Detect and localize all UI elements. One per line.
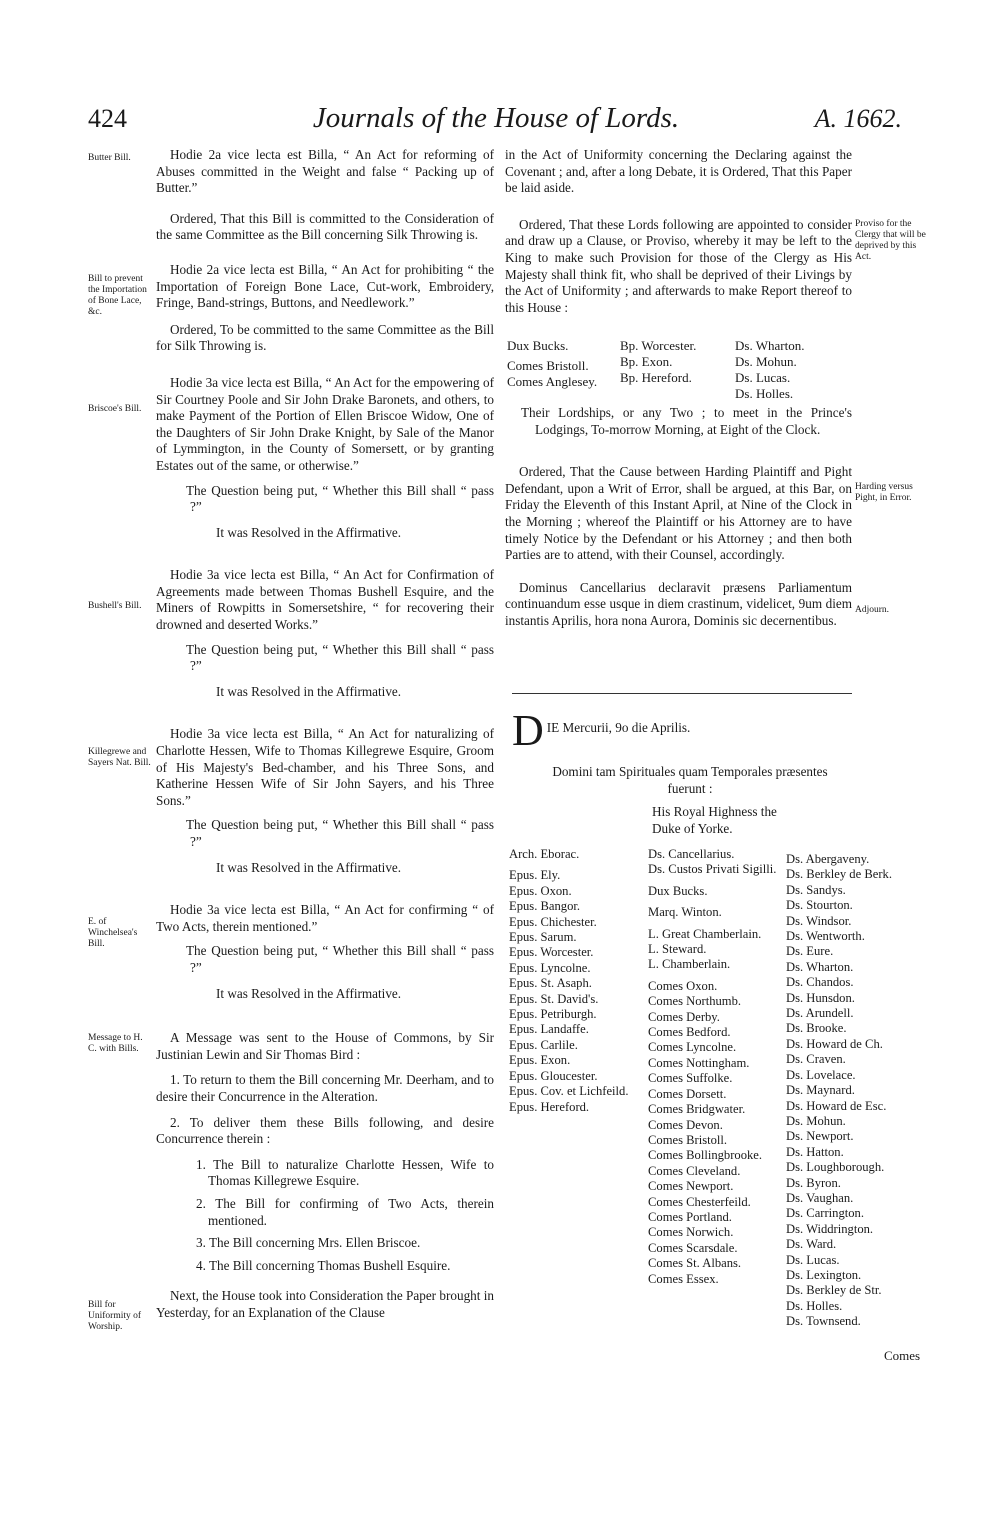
attendee: Epus. Bangor.	[509, 899, 581, 914]
list-item: Ds. Holles.	[735, 386, 794, 401]
spiritual-lords-list	[509, 847, 629, 1115]
attendee: L. Steward.	[648, 942, 707, 957]
list-item: 1. The Bill to naturalize Charlotte Hessen, Wife to Thomas Killegrewe Esquire.	[196, 1156, 494, 1189]
attendee: Ds. Stourton.	[786, 898, 853, 913]
resolution: It was Resolved in the Affirmative.	[216, 859, 402, 875]
attendee: Arch. Eborac.	[509, 847, 580, 861]
question: The Question being put, “ Whether this Bill shall “ pass ?”	[186, 817, 494, 849]
paragraph: Hodie 2a vice lecta est Billa, “ An Act for reforming of Abuses committed in the Weight and false “ Packing up of Butter.”	[156, 147, 494, 196]
attendee: Ds. Vaughan.	[786, 1190, 854, 1205]
paragraph: Hodie 2a vice lecta est Billa, “ An Act for prohibiting “ the Importation of Foreign Bone Lace, Cut-work, Embroidery, Fringe, Band-strings, Buttons, and Needlework.”	[156, 261, 494, 311]
attendee: Ds. Lucas.	[786, 1252, 840, 1267]
committee-col-3	[735, 338, 804, 402]
margin-note: Killegrewe and Sayers Nat. Bill.	[88, 747, 151, 768]
attendee: Epus. Landaffe.	[509, 1022, 589, 1037]
paragraph: 1. To return to them the Bill concerning Mr. Deerham, and to desire their Concurrence in the Alteration.	[156, 1072, 494, 1104]
day-heading-text: IE Mercurii, 9o die Aprilis.	[546, 720, 691, 735]
attendee: L. Chamberlain.	[648, 957, 731, 972]
committee-col-1	[507, 338, 597, 390]
attendee: Ds. Newport.	[786, 1129, 854, 1144]
right-column-lower	[505, 405, 852, 639]
attendee: Ds. Eure.	[786, 944, 834, 959]
attendee: Dux Bucks.	[648, 883, 708, 898]
attendee: Comes Dorsett.	[648, 1086, 727, 1101]
attendee: Ds. Arundell.	[786, 1006, 854, 1021]
list-item: Bp. Hereford.	[620, 370, 692, 385]
margin-note: Adjourn.	[855, 605, 890, 615]
attendee: Comes Derby.	[648, 1009, 720, 1024]
attendee: Comes Newport.	[648, 1179, 734, 1194]
attendee: Comes Essex.	[648, 1271, 719, 1286]
attendee: Epus. Carlile.	[509, 1037, 578, 1052]
attendee: Ds. Widdrington.	[786, 1221, 874, 1236]
attendee: Epus. Lyncolne.	[509, 960, 591, 975]
question: The Question being put, “ Whether this Bill shall “ pass ?”	[186, 482, 494, 515]
list-item: 3. The Bill concerning Mrs. Ellen Briscoe.	[196, 1235, 421, 1251]
attendee: Epus. Hereford.	[509, 1099, 590, 1114]
page-year: A. 1662.	[814, 104, 902, 133]
attendee: Ds. Berkley de Str.	[786, 1283, 882, 1298]
attendee: Epus. Ely.	[509, 868, 561, 883]
list-item: Bp. Exon.	[620, 354, 673, 369]
attendee: Ds. Craven.	[786, 1052, 846, 1067]
paragraph: Ordered, That this Bill is committed to the Consideration of the same Committee as the Bill concerning Silk Throwing is.	[156, 210, 494, 243]
attendee: Epus. Worcester.	[509, 945, 594, 960]
attendee: Epus. Sarum.	[509, 930, 577, 945]
attendee: Comes Bollingbrooke.	[648, 1148, 763, 1163]
attendee: Ds. Loughborough.	[786, 1160, 885, 1175]
margin-note: Proviso for the Clergy that will be deprived by this Act.	[855, 219, 926, 262]
drop-cap: D	[512, 706, 544, 755]
paragraph: Their Lordships, or any Two ; to meet in the Prince's Lodgings, To-morrow Morning, at Eight of the Clock.	[521, 405, 852, 437]
attendee: Comes Oxon.	[648, 978, 718, 993]
list-item: Bp. Worcester.	[620, 338, 697, 353]
list-item: Ds. Mohun.	[735, 354, 797, 369]
present-heading: Domini tam Spirituales quam Temporales præsentes fuerunt :	[552, 764, 828, 796]
attendee: Ds. Sandys.	[786, 882, 846, 897]
attendee: Comes Chesterfeild.	[648, 1194, 751, 1209]
attendee: Comes Portland.	[648, 1209, 732, 1224]
attendee: Comes Scarsdale.	[648, 1240, 738, 1255]
attendee: Comes Suffolke.	[648, 1071, 733, 1086]
paragraph: Ordered, That these Lords following are appointed to consider and draw up a Clause, or Proviso, whereby it may be left to the King to make such Provision for those of the Clergy as His Majesty shall think fit, who shall be deprived of their Livings by the Act of Uniformity ; and afterwards to make Report thereof to this House :	[505, 216, 852, 315]
list-item: Dux Bucks.	[507, 338, 569, 353]
paragraph: Next, the House took into Consideration the Paper brought in Yesterday, for an Explanation of the Clause	[156, 1288, 494, 1320]
attendee: Marq. Winton.	[648, 905, 722, 920]
question: The Question being put, “ Whether this Bill shall “ pass ?”	[186, 943, 494, 975]
paragraph: Ordered, To be committed to the same Committee as the Bill for Silk Throwing is.	[156, 321, 494, 354]
attendee: Ds. Byron.	[786, 1175, 841, 1190]
attendee: Comes Norwich.	[648, 1225, 734, 1240]
attendee: Epus. Cov. et Lichfeild.	[509, 1084, 629, 1099]
page-title: Journals of the House of Lords.	[312, 102, 680, 134]
list-item: Comes Bristoll.	[507, 358, 589, 373]
attendee: Ds. Townsend.	[786, 1314, 861, 1329]
divider	[512, 693, 852, 694]
attendee: Ds. Abergaveny.	[786, 852, 870, 866]
margin-note: Harding versus Pight, in Error.	[855, 482, 913, 503]
left-column	[156, 147, 494, 1330]
catchword: Comes	[884, 1348, 921, 1363]
paragraph: Hodie 3a vice lecta est Billa, “ An Act for confirming “ of Two Acts, therein mentioned.”	[156, 902, 494, 934]
resolution: It was Resolved in the Affirmative.	[216, 985, 402, 1001]
attendee: Ds. Berkley de Berk.	[786, 867, 892, 882]
attendee: Comes Nottingham.	[648, 1055, 750, 1070]
list-item: 2. The Bill for confirming of Two Acts, therein mentioned.	[196, 1195, 494, 1228]
attendee: Comes Devon.	[648, 1117, 723, 1132]
attendee: Ds. Mohun.	[786, 1113, 846, 1128]
margin-note: E. of Winchelsea's Bill.	[88, 917, 138, 949]
attendee: Epus. Oxon.	[509, 883, 572, 898]
list-item: Ds. Wharton.	[735, 338, 805, 353]
attendee: Ds. Brooke.	[786, 1021, 847, 1036]
attendee: Epus. Chichester.	[509, 914, 597, 929]
attendee: Comes Lyncolne.	[648, 1040, 737, 1055]
attendee: Comes Bristoll.	[648, 1132, 728, 1147]
royal-highness: His Royal Highness the Duke of Yorke.	[652, 804, 777, 836]
attendee: Ds. Hatton.	[786, 1144, 844, 1159]
attendee: Ds. Howard de Ch.	[786, 1036, 883, 1051]
barons-list	[786, 852, 892, 1330]
attendee: Ds. Custos Privati Sigilli.	[648, 862, 777, 877]
committee-col-2	[620, 338, 696, 386]
attendee: Ds. Wentworth.	[786, 929, 865, 944]
paragraph: A Message was sent to the House of Commons, by Sir Justinian Lewin and Sir Thomas Bird :	[156, 1030, 494, 1062]
attendee: Epus. Exon.	[509, 1053, 571, 1068]
attendee: Epus. St. Asaph.	[509, 976, 592, 991]
attendee: Epus. Gloucester.	[509, 1068, 598, 1083]
attendee: Ds. Cancellarius.	[648, 847, 735, 861]
paragraph: Ordered, That the Cause between Harding Plaintiff and Pight Defendant, upon a Writ of Error, shall be argued, at this Bar, on Friday the Eleventh of this Instant April, at Nine of the Clock in the Morning ; whereof the Plaintiff or his Attorney are to have timely Notice by the Defendant or his Attorney ; and then both Parties are to attend, with their Counsel, accordingly.	[505, 464, 852, 563]
attendee: Epus. St. David's.	[509, 991, 599, 1006]
attendee: Ds. Maynard.	[786, 1083, 855, 1098]
attendee: Comes Bridgwater.	[648, 1102, 746, 1117]
attendee: Ds. Windsor.	[786, 913, 852, 928]
page-number: 424	[88, 104, 127, 133]
resolution: It was Resolved in the Affirmative.	[216, 683, 402, 699]
list-item: 4. The Bill concerning Thomas Bushell Esquire.	[196, 1257, 451, 1273]
attendee: Ds. Chandos.	[786, 975, 854, 990]
attendee: Ds. Holles.	[786, 1298, 843, 1313]
attendee: Comes Bedford.	[648, 1025, 731, 1040]
attendee: Ds. Hunsdon.	[786, 990, 855, 1005]
paragraph: Hodie 3a vice lecta est Billa, “ An Act for naturalizing of Charlotte Hessen, Wife to Thomas Killegrewe Esquire, Groom of His Majesty's Bed-chamber, and his Three Sons, and Katherine Hessen Wife of Sir John Sayers, and his Three Sons.”	[156, 726, 494, 808]
margin-note: Bill for Uniformity of Worship.	[88, 1300, 142, 1332]
margin-note: Briscoe's Bill.	[88, 404, 142, 414]
officers-list	[648, 847, 783, 1287]
attendee: Ds. Howard de Esc.	[786, 1098, 887, 1113]
margin-note: Message to H. C. with Bills.	[88, 1033, 143, 1054]
attendee: Ds. Lexington.	[786, 1267, 862, 1282]
resolution: It was Resolved in the Affirmative.	[216, 524, 402, 540]
paragraph: in the Act of Uniformity concerning the Declaring against the Covenant ; and, after a long Debate, it is Ordered, That this Paper be laid aside.	[505, 147, 852, 196]
page-header	[0, 100, 992, 140]
attendee: Ds. Wharton.	[786, 959, 854, 974]
attendee: L. Great Chamberlain.	[648, 926, 762, 941]
paragraph: Dominus Cancellarius declaravit præsens Parliamentum continuandum esse usque in diem crastinum, videlicet, 9um diem instantis Aprilis, hora nona Aurora, Dominis sic decernentibus.	[505, 579, 852, 628]
attendee: Ds. Carrington.	[786, 1206, 865, 1221]
margin-note: Bushell's Bill.	[88, 601, 142, 611]
day-heading	[512, 706, 852, 755]
attendee: Comes Northumb.	[648, 994, 742, 1009]
right-column	[505, 147, 852, 324]
attendee: Comes Cleveland.	[648, 1163, 741, 1178]
attendee: Epus. Petriburgh.	[509, 1007, 597, 1022]
attendee: Comes St. Albans.	[648, 1256, 742, 1271]
attendee: Ds. Ward.	[786, 1237, 837, 1252]
margin-note: Bill to prevent the Importation of Bone Lace, &c.	[88, 274, 147, 317]
paragraph: 2. To deliver them these Bills following, and desire Concurrence therein :	[156, 1114, 494, 1147]
list-item: Ds. Lucas.	[735, 370, 791, 385]
question: The Question being put, “ Whether this Bill shall “ pass ?”	[186, 641, 494, 674]
list-item: Comes Anglesey.	[507, 374, 598, 389]
paragraph: Hodie 3a vice lecta est Billa, “ An Act for Confirmation of Agreements made between Thomas Bushell Esquire, and the Miners of Rowpitts in Somersetshire, “ for recovering their drowned and deserted Works.”	[156, 567, 494, 633]
attendee: Ds. Lovelace.	[786, 1067, 856, 1082]
paragraph: Hodie 3a vice lecta est Billa, “ An Act for the empowering of Sir Courtney Poole and Sir John Drake Baronets, and others, to make Payment of the Portion of Ellen Briscoe Widow, One of the Daughters of Sir John Drake Knight, by Sale of the Manor of Lymmington, in the County of Somersett, or by granting Estates out of the same, or otherwise.”	[156, 374, 494, 473]
margin-note: Butter Bill.	[88, 153, 131, 163]
